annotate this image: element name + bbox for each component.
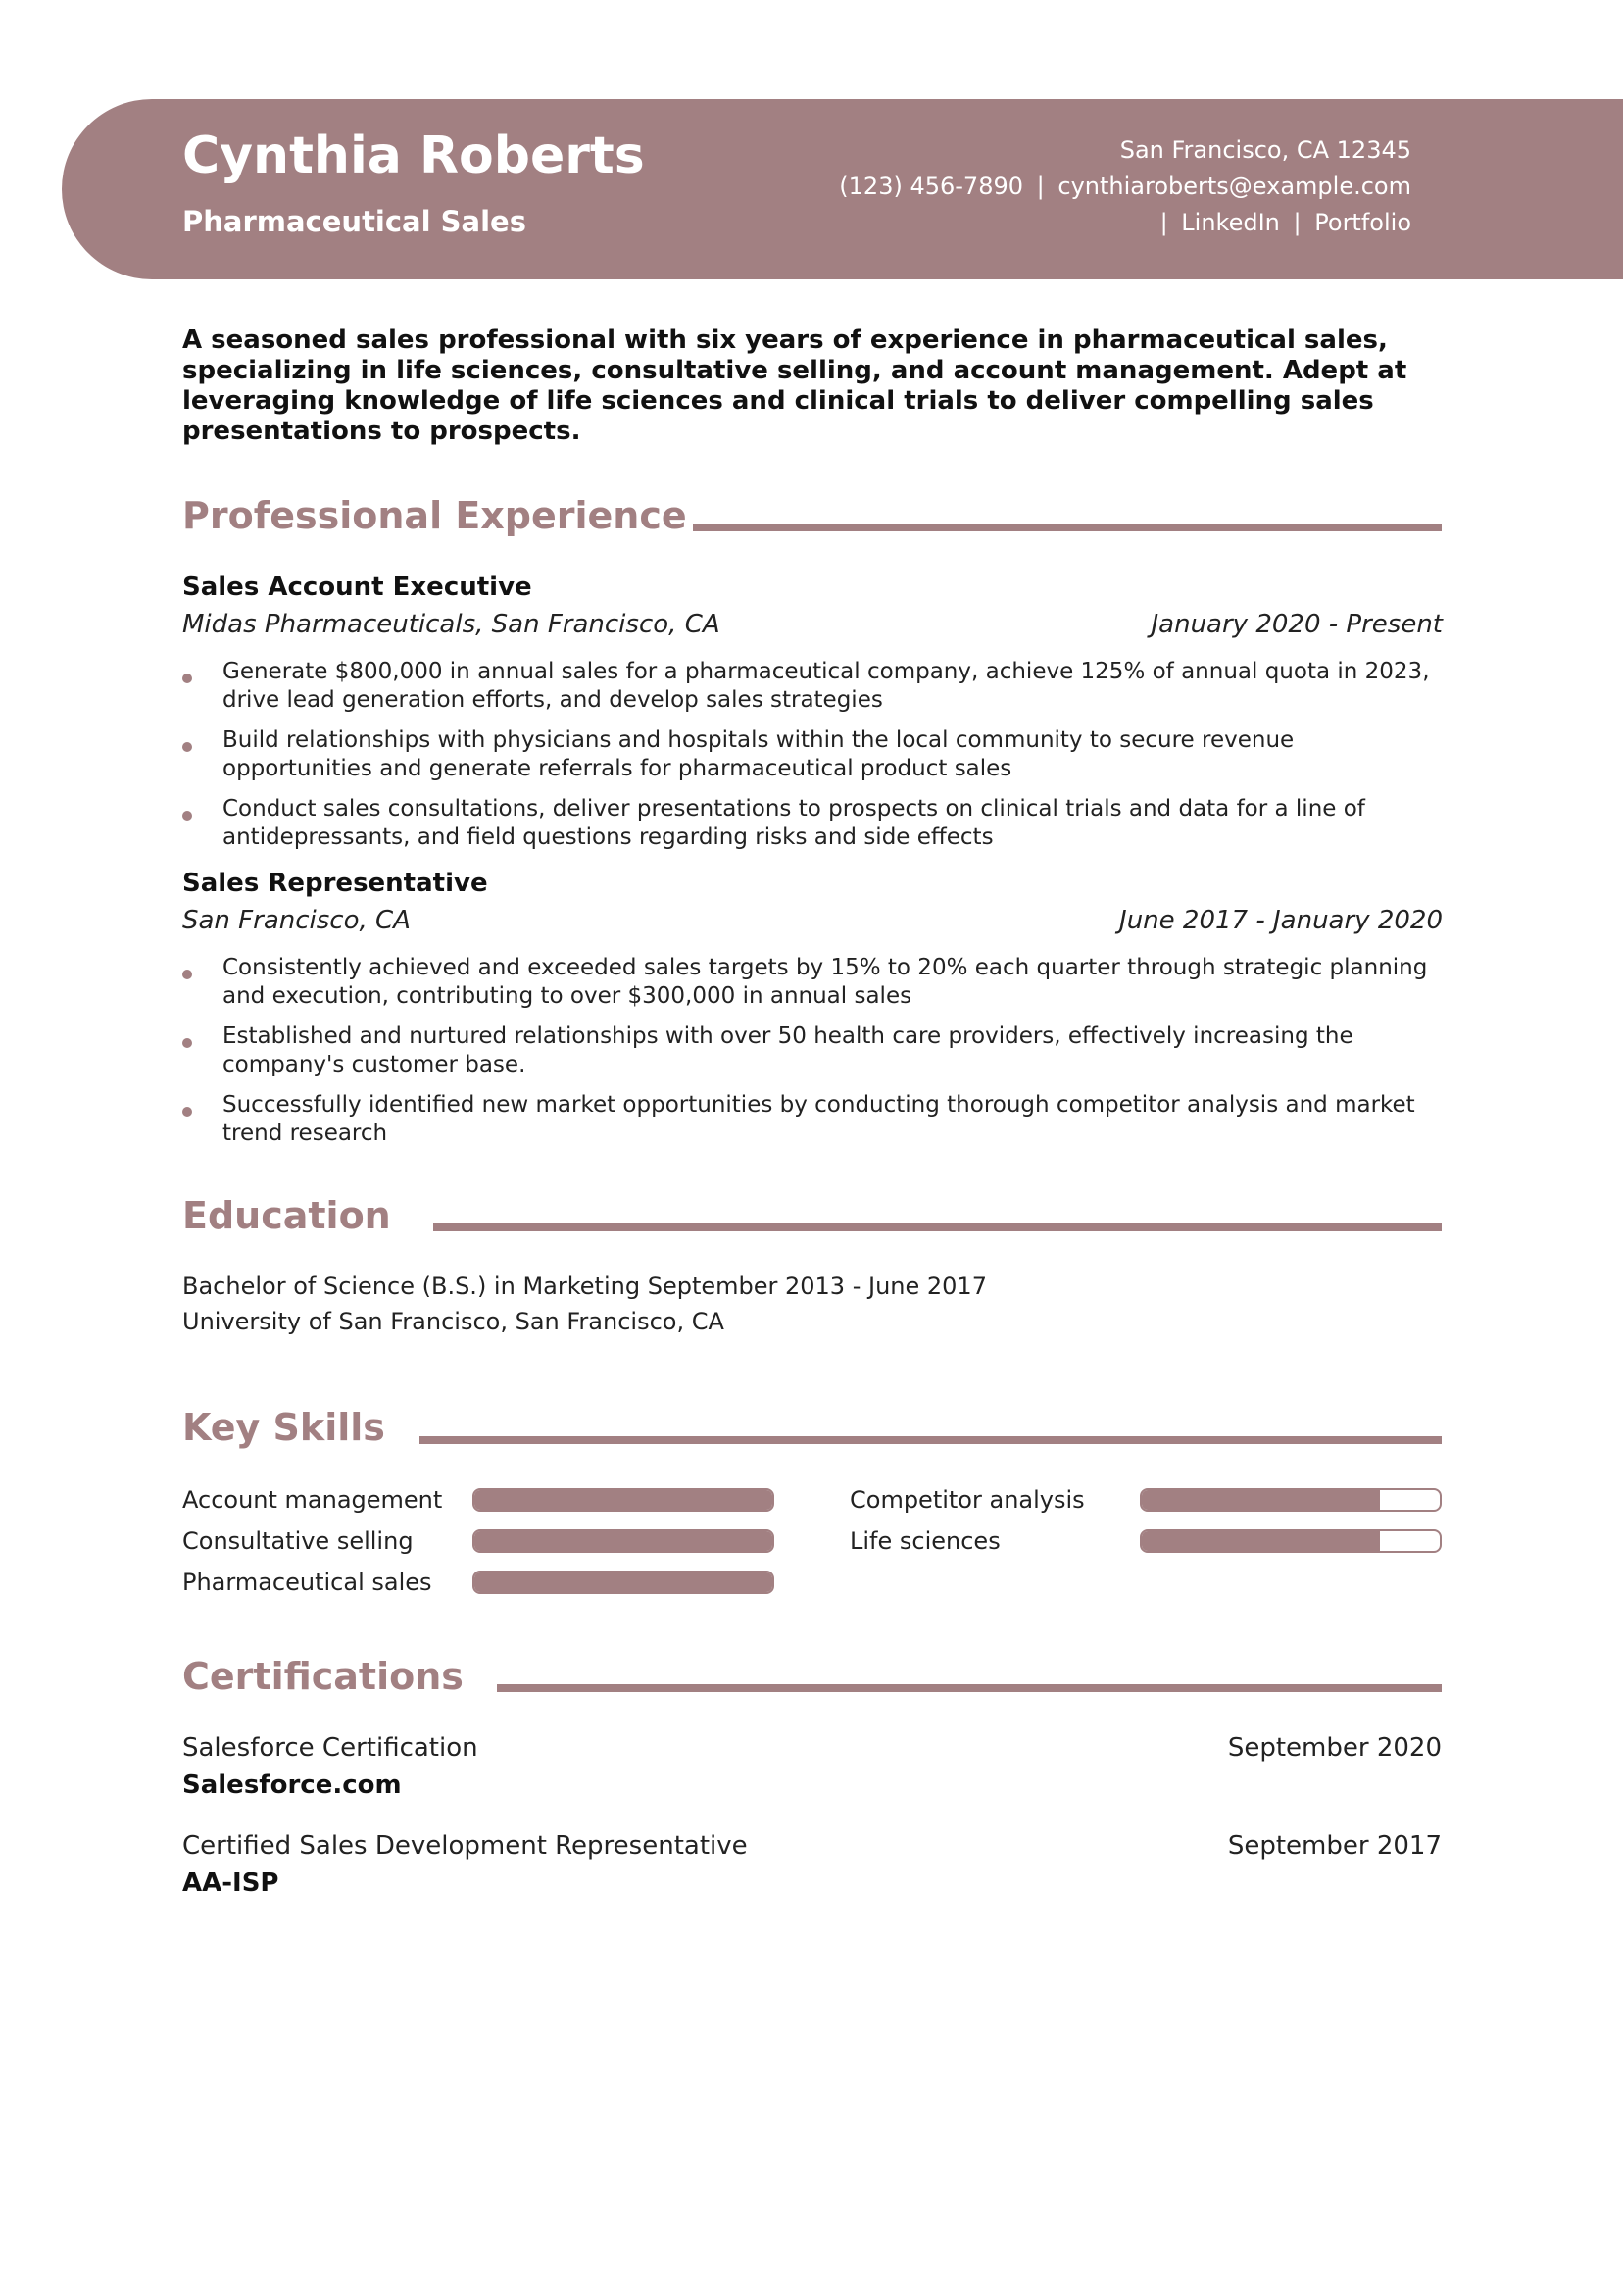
- contact-email[interactable]: cynthiaroberts@example.com: [1057, 173, 1411, 200]
- list-item: [182, 658, 1447, 715]
- candidate-title: Pharmaceutical Sales: [182, 205, 526, 238]
- skill-level-bar: [472, 1488, 774, 1512]
- experience-divider: [693, 524, 1442, 531]
- job-dates: June 2017 - January 2020: [1119, 906, 1443, 935]
- candidate-name: Cynthia Roberts: [182, 126, 645, 185]
- skill-label: Account management: [182, 1486, 443, 1514]
- education-school: University of San Francisco, San Francisco, CA: [182, 1308, 724, 1335]
- header-banner: [62, 99, 1623, 279]
- skill-level-fill: [1142, 1531, 1380, 1551]
- job-meta: [182, 610, 1443, 639]
- skill-level-fill: [474, 1572, 772, 1592]
- summary-paragraph: A seasoned sales professional with six years of experience in pharmaceutical sales, specializing in life sciences, consultative selling, and account management. Adept at leveraging knowledge of life sciences and clinical trials to deliver compelling sales presentations to prospects.: [182, 325, 1407, 446]
- skill-level-bar: [1140, 1529, 1442, 1553]
- job-company: San Francisco, CA: [182, 906, 411, 935]
- job-title: Sales Representative: [182, 869, 488, 898]
- skills-divider: [419, 1436, 1442, 1444]
- bullet-text: Build relationships with physicians and hospitals within the local community to secure revenue opportunities and generate referrals for pharmaceutical product sales: [222, 727, 1295, 781]
- certification-name: Salesforce Certification: [182, 1733, 478, 1763]
- bullet-text: Conduct sales consultations, deliver presentations to prospects on clinical trials and data for a line of antidepressants, and field questions regarding risks and side effects: [222, 796, 1365, 850]
- list-item: [182, 726, 1447, 783]
- skill-level-bar: [472, 1529, 774, 1553]
- bullet-text: Successfully identified new market opportunities by conducting thorough competitor analysis and market trend research: [222, 1092, 1415, 1146]
- job-bullets: [182, 658, 1447, 864]
- certifications-divider: [497, 1684, 1442, 1692]
- contact-links: [839, 205, 1411, 241]
- skill-label: Consultative selling: [182, 1527, 414, 1555]
- job-title: Sales Account Executive: [182, 573, 532, 602]
- contact-separator: |: [1159, 209, 1168, 236]
- bullet-dot-icon: [182, 1038, 192, 1048]
- contact-line: [839, 169, 1411, 205]
- list-item: [182, 954, 1447, 1011]
- job-company: Midas Pharmaceuticals, San Francisco, CA: [182, 610, 720, 639]
- certification-date: September 2020: [1227, 1733, 1442, 1763]
- contact-separator: |: [1036, 173, 1045, 200]
- skill-label: Life sciences: [850, 1527, 1001, 1555]
- education-dates: September 2013 - June 2017: [647, 1273, 987, 1300]
- job-bullets: [182, 954, 1447, 1160]
- certifications-heading: Certifications: [182, 1655, 464, 1698]
- skill-level-fill: [474, 1531, 772, 1551]
- portfolio-link[interactable]: Portfolio: [1314, 209, 1411, 236]
- list-item: [182, 1023, 1447, 1079]
- education-degree: Bachelor of Science (B.S.) in Marketing: [182, 1273, 641, 1300]
- experience-heading: Professional Experience: [182, 494, 687, 537]
- skill-label: Pharmaceutical sales: [182, 1569, 432, 1596]
- certification-name: Certified Sales Development Representative: [182, 1831, 748, 1861]
- bullet-dot-icon: [182, 674, 192, 683]
- contact-phone: (123) 456-7890: [839, 173, 1024, 200]
- bullet-text: Consistently achieved and exceeded sales targets by 15% to 20% each quarter through strategic planning and execution, contributing to over $300,000 in annual sales: [222, 955, 1428, 1009]
- list-item: [182, 1091, 1447, 1148]
- contact-location: San Francisco, CA 12345: [1119, 136, 1411, 164]
- education-degree-line: [182, 1273, 987, 1300]
- bullet-text: Established and nurtured relationships with over 50 health care providers, effectively increasing the company's customer base.: [222, 1023, 1353, 1077]
- certification-issuer: Salesforce.com: [182, 1771, 402, 1800]
- bullet-dot-icon: [182, 742, 192, 752]
- job-dates: January 2020 - Present: [1151, 610, 1443, 639]
- bullet-dot-icon: [182, 811, 192, 821]
- contact-separator: |: [1293, 209, 1302, 236]
- list-item: [182, 795, 1447, 852]
- bullet-dot-icon: [182, 970, 192, 979]
- certification-date: September 2017: [1227, 1831, 1442, 1861]
- certification-issuer: AA-ISP: [182, 1869, 279, 1898]
- job-meta: [182, 906, 1443, 935]
- skill-label: Competitor analysis: [850, 1486, 1085, 1514]
- linkedin-link[interactable]: LinkedIn: [1181, 209, 1280, 236]
- skill-level-bar: [1140, 1488, 1442, 1512]
- skill-level-fill: [474, 1490, 772, 1510]
- education-heading: Education: [182, 1194, 391, 1237]
- contact-block: [839, 132, 1411, 241]
- skill-level-fill: [1142, 1490, 1380, 1510]
- bullet-text: Generate $800,000 in annual sales for a pharmaceutical company, achieve 125% of annual quota in 2023, drive lead generation efforts, and develop sales strategies: [222, 659, 1430, 713]
- skills-heading: Key Skills: [182, 1406, 385, 1449]
- bullet-dot-icon: [182, 1107, 192, 1117]
- skill-level-bar: [472, 1571, 774, 1594]
- education-divider: [433, 1223, 1442, 1231]
